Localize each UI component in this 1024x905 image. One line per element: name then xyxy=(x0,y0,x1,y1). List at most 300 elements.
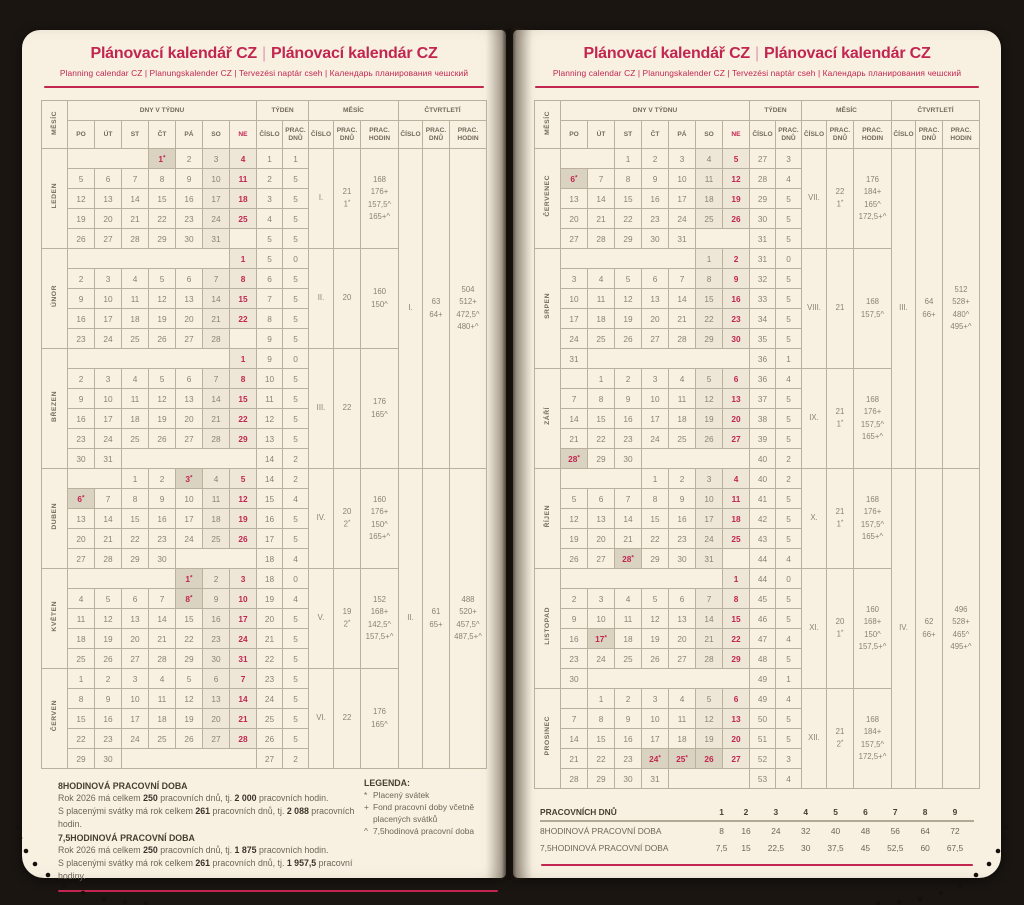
working-time-text: pracovních dnů, tj. xyxy=(210,858,287,868)
day-cell: 29 xyxy=(696,329,723,349)
month-name-label: ČERVENEC xyxy=(544,175,551,217)
week-workdays-cell: 4 xyxy=(776,629,802,649)
month-workhours-cell xyxy=(361,349,399,469)
week-workdays-cell: 5 xyxy=(283,189,309,209)
day-cell: 13 xyxy=(561,189,588,209)
month-workhours-value: 165+^ xyxy=(368,531,391,541)
week-number-cell: 38 xyxy=(750,409,776,429)
day-cell: 24 xyxy=(642,429,669,449)
day-cell: 18 xyxy=(723,509,750,529)
day-cell: 12 xyxy=(149,389,176,409)
day-cell: 12 xyxy=(696,709,723,729)
day-cell: 13 xyxy=(723,389,750,409)
day-cell: 22 xyxy=(230,309,257,329)
day-cell: 23 xyxy=(68,329,95,349)
paid-holiday-asterisk: * xyxy=(190,594,193,601)
month-number-cell: VI. xyxy=(309,669,334,769)
working-hours-value: 15 xyxy=(741,842,751,853)
week-workdays-cell: 5 xyxy=(776,709,802,729)
month-workhours-value: 168 xyxy=(865,297,879,307)
calendar-subhead-row xyxy=(535,121,980,149)
empty-days-cell xyxy=(122,449,257,469)
week-number-cell: 35 xyxy=(750,329,776,349)
weekday-header: PO xyxy=(561,121,588,149)
day-cell: 18 xyxy=(149,709,176,729)
day-cell: 31 xyxy=(696,549,723,569)
month-workhours-value: 142,5^ xyxy=(367,619,392,629)
week-number-cell: 49 xyxy=(750,669,776,689)
day-cell: 20 xyxy=(588,529,615,549)
day-cell: 27 xyxy=(669,649,696,669)
quarter-number-cell: IV. xyxy=(892,469,916,789)
paid-holiday-asterisk: * xyxy=(840,629,844,637)
legend-text: Fond pracovní doby včetně placených svátků xyxy=(373,802,475,824)
day-cell: 23 xyxy=(203,629,230,649)
day-cell: 26 xyxy=(696,429,723,449)
working-days-count-header: 3 xyxy=(757,803,795,821)
day-cell: 10 xyxy=(176,489,203,509)
day-cell: 20 xyxy=(723,729,750,749)
month-workdays-value: 1 xyxy=(836,629,841,639)
working-hours-row-label: 7,5HODINOVÁ PRACOVNÍ DOBA xyxy=(540,842,669,853)
month-workhours-cell xyxy=(361,249,399,349)
week-number-cell: 9 xyxy=(257,349,283,369)
day-cell: 31 xyxy=(669,229,696,249)
day-cell: 8 xyxy=(588,709,615,729)
week-number-cell: 44 xyxy=(750,569,776,589)
day-cell: 22 xyxy=(588,429,615,449)
empty-days-cell xyxy=(561,689,588,709)
week-number-header: ČÍSLO xyxy=(750,121,776,149)
month-workhours-value: 150^ xyxy=(371,519,388,529)
paid-holiday-asterisk: * xyxy=(685,754,688,761)
day-cell: 13 xyxy=(95,189,122,209)
week-workdays-cell: 5 xyxy=(776,209,802,229)
day-cell: 15 xyxy=(588,409,615,429)
day-cell: 4 xyxy=(122,269,149,289)
month-workdays-cell xyxy=(334,669,361,769)
month-workhours-value: 176+ xyxy=(863,507,882,517)
day-cell: 6 xyxy=(176,369,203,389)
week-workdays-cell: 5 xyxy=(283,389,309,409)
day-cell: 23 xyxy=(149,529,176,549)
working-hours-row xyxy=(540,839,974,856)
day-cell: 14 xyxy=(561,409,588,429)
day-cell: 9 xyxy=(149,489,176,509)
day-cell: 25 xyxy=(230,209,257,229)
day-cell: 25 xyxy=(122,429,149,449)
day-cell: 17 xyxy=(203,189,230,209)
title-separator: | xyxy=(262,45,266,62)
week-workdays-cell: 2 xyxy=(283,449,309,469)
week-workdays-cell: 3 xyxy=(776,149,802,169)
week-number-cell: 8 xyxy=(257,309,283,329)
day-cell: 18 xyxy=(588,309,615,329)
working-hours-value: 16 xyxy=(741,825,751,836)
week-workdays-cell: 5 xyxy=(776,609,802,629)
day-cell: 22 xyxy=(68,729,95,749)
day-cell: 21 xyxy=(95,529,122,549)
week-workdays-cell: 4 xyxy=(283,489,309,509)
title-cz: Plánovací kalendář CZ xyxy=(583,45,751,62)
legend-text: 7,5hodinová pracovní doba xyxy=(373,826,475,837)
empty-days-cell xyxy=(588,669,750,689)
day-cell: 24 xyxy=(561,329,588,349)
month-workdays-cell xyxy=(827,249,854,369)
day-cell: 14 xyxy=(95,509,122,529)
day-cell: 21 xyxy=(149,629,176,649)
month-workhours-cell xyxy=(361,149,399,249)
working-time-line xyxy=(58,805,360,831)
week-number-cell: 24 xyxy=(257,689,283,709)
working-days-header-row xyxy=(540,803,974,821)
day-cell: 10 xyxy=(95,289,122,309)
quarter-workhours-value: 504 xyxy=(461,284,475,294)
day-cell: 11 xyxy=(669,389,696,409)
day-cell: 16 xyxy=(642,189,669,209)
working-hours-value: 45 xyxy=(860,842,871,853)
month-workhours-value: 150^ xyxy=(864,629,881,639)
working-time-line xyxy=(58,857,360,883)
day-cell: 21 xyxy=(588,209,615,229)
week-number-cell: 40 xyxy=(750,449,776,469)
month-name-label: PROSINEC xyxy=(544,716,551,756)
working-hours-value: 32 xyxy=(801,825,811,836)
week-number-cell: 41 xyxy=(750,489,776,509)
left-page xyxy=(22,30,506,881)
working-time-text: 250 xyxy=(143,845,158,856)
week-number-cell: 22 xyxy=(257,649,283,669)
day-cell: 9 xyxy=(68,389,95,409)
quarter-workdays-value: 61 xyxy=(431,607,441,617)
day-cell: 3 xyxy=(642,369,669,389)
day-cell: 8 xyxy=(149,169,176,189)
day-cell: 19 xyxy=(696,729,723,749)
quarter-workdays-cell xyxy=(423,149,450,469)
day-cell: 21 xyxy=(203,409,230,429)
week-number-cell: 14 xyxy=(257,469,283,489)
weekday-header: ČT xyxy=(642,121,669,149)
day-cell: 17 xyxy=(95,309,122,329)
day-cell: 16 xyxy=(176,189,203,209)
month-workhours-value: 157,5^ xyxy=(860,419,885,429)
month-number-cell: II. xyxy=(309,249,334,349)
working-time-summary xyxy=(58,778,360,883)
day-cell: 23 xyxy=(615,429,642,449)
day-cell: 16 xyxy=(561,629,588,649)
month-workdays-value: 2 xyxy=(343,519,348,529)
week-workdays-cell: 5 xyxy=(776,409,802,429)
week-number-cell: 18 xyxy=(257,569,283,589)
week-number-cell: 37 xyxy=(750,389,776,409)
quarter-workhours-cell xyxy=(450,149,487,469)
working-time-line xyxy=(58,792,360,805)
day-cell: 6 xyxy=(588,489,615,509)
day-cell: 16 xyxy=(95,709,122,729)
week-number-cell: 4 xyxy=(257,209,283,229)
empty-days-cell xyxy=(68,569,176,589)
month-name-label: LISTOPAD xyxy=(544,607,551,645)
day-cell: 28 xyxy=(203,329,230,349)
working-time-heading: 8HODINOVÁ PRACOVNÍ DOBA xyxy=(58,781,188,791)
working-time-text: 250 xyxy=(143,793,158,803)
day-cell: 4 xyxy=(68,589,95,609)
day-cell: 22 xyxy=(588,749,615,769)
month-column-header-label: MĚSÍC xyxy=(543,111,551,136)
month-name xyxy=(42,149,68,249)
day-cell: 16 xyxy=(68,309,95,329)
day-cell: 5 xyxy=(696,369,723,389)
day-cell: 2 xyxy=(176,149,203,169)
header-rule xyxy=(44,86,484,88)
day-cell: 23 xyxy=(642,209,669,229)
day-cell: 3 xyxy=(696,469,723,489)
day-cell: 7 xyxy=(203,269,230,289)
month-workhours-value: 165+^ xyxy=(861,531,884,541)
week-workdays-cell: 5 xyxy=(283,669,309,689)
day-cell: 9 xyxy=(723,269,750,289)
month-workdays-value: 19 xyxy=(342,606,352,616)
empty-days-cell xyxy=(723,549,750,569)
month-number-cell: X. xyxy=(802,469,827,569)
day-cell: 23 xyxy=(561,649,588,669)
day-cell: 29 xyxy=(122,549,149,569)
working-days-header-label: PRACOVNÍCH DNŮ xyxy=(540,803,708,821)
holiday-day-cell: 25* xyxy=(669,749,696,769)
paid-holiday-asterisk: * xyxy=(347,519,351,527)
day-cell: 4 xyxy=(669,369,696,389)
quarter-workhours-value: 487,5+^ xyxy=(454,631,482,641)
day-cell: 13 xyxy=(588,509,615,529)
working-hours-value: 37,5 xyxy=(827,842,844,853)
week-number-cell: 15 xyxy=(257,489,283,509)
working-hours-value: 8 xyxy=(719,825,724,836)
day-cell: 9 xyxy=(68,289,95,309)
day-cell: 25 xyxy=(68,649,95,669)
month-name xyxy=(535,569,561,689)
working-hours-value: 56 xyxy=(890,825,900,836)
day-cell: 30 xyxy=(95,749,122,769)
working-days-count-header: 8 xyxy=(914,803,936,821)
day-cell: 7 xyxy=(230,669,257,689)
day-cell: 21 xyxy=(230,709,257,729)
day-cell: 8 xyxy=(230,269,257,289)
day-cell: 30 xyxy=(723,329,750,349)
week-row xyxy=(535,149,980,169)
month-workhours-value: 184+ xyxy=(863,187,882,197)
day-cell: 20 xyxy=(176,309,203,329)
day-cell: 8 xyxy=(615,169,642,189)
month-workhours-value: 168+ xyxy=(863,617,882,627)
month-workdays-value: 20 xyxy=(342,506,352,516)
day-cell: 9 xyxy=(642,169,669,189)
working-time-text: pracovních dnů, tj. xyxy=(157,845,235,856)
month-workhours-cell xyxy=(361,669,399,769)
page-title xyxy=(22,45,506,63)
month-workhours-value: 157,5^ xyxy=(367,199,392,209)
day-cell: 28 xyxy=(149,649,176,669)
quarter-workdays-cell xyxy=(423,469,450,769)
week-workdays-cell: 1 xyxy=(776,669,802,689)
month-workhours-value: 157,5^ xyxy=(860,519,885,529)
day-cell: 9 xyxy=(561,609,588,629)
week-number-cell: 23 xyxy=(257,669,283,689)
day-cell: 14 xyxy=(696,609,723,629)
week-workdays-cell: 4 xyxy=(776,769,802,789)
week-number-cell: 36 xyxy=(750,349,776,369)
month-column-header xyxy=(535,101,561,149)
month-workhours-value: 150^ xyxy=(371,299,388,309)
month-workdays-value: 21 xyxy=(835,303,845,313)
week-number-cell: 46 xyxy=(750,609,776,629)
month-workhours-cell xyxy=(854,149,892,249)
day-cell: 17 xyxy=(95,409,122,429)
day-cell: 27 xyxy=(203,729,230,749)
day-cell: 29 xyxy=(588,449,615,469)
working-hours-value: 60 xyxy=(920,842,930,853)
working-hours-value: 64 xyxy=(920,825,930,836)
day-cell: 13 xyxy=(176,389,203,409)
week-workdays-cell: 4 xyxy=(776,689,802,709)
day-cell: 24 xyxy=(669,209,696,229)
week-workdays-cell: 5 xyxy=(283,689,309,709)
day-cell: 12 xyxy=(723,169,750,189)
day-cell: 26 xyxy=(149,429,176,449)
week-number-cell: 25 xyxy=(257,709,283,729)
week-number-cell: 51 xyxy=(750,729,776,749)
quarter-workhours-value: 520+ xyxy=(459,607,477,617)
day-cell: 22 xyxy=(642,529,669,549)
day-cell: 11 xyxy=(696,169,723,189)
day-cell: 26 xyxy=(561,549,588,569)
working-time-text: pracovních hodin. xyxy=(256,793,329,803)
day-cell: 11 xyxy=(149,689,176,709)
day-cell: 9 xyxy=(615,389,642,409)
week-workdays-cell: 0 xyxy=(776,249,802,269)
day-cell: 8 xyxy=(642,489,669,509)
weekday-header: ST xyxy=(122,121,149,149)
quarter-workhours-cell xyxy=(943,469,980,789)
day-cell: 13 xyxy=(122,609,149,629)
month-name-label: SRPEN xyxy=(544,293,551,319)
day-cell: 19 xyxy=(642,629,669,649)
quarter-workhours-header: PRAC. HODIN xyxy=(450,121,487,149)
day-cell: 28 xyxy=(122,229,149,249)
holiday-day-cell: 8* xyxy=(176,589,203,609)
month-workdays-cell xyxy=(334,349,361,469)
calendar-head-row xyxy=(535,101,980,121)
holiday-day-cell: 6* xyxy=(68,489,95,509)
month-workhours-value: 157,5+^ xyxy=(365,631,394,641)
month-workdays-value: 1 xyxy=(836,519,841,529)
calendar-head-row xyxy=(42,101,487,121)
quarter-workhours-value: 480^ xyxy=(952,309,970,319)
month-workhours-value: 176+ xyxy=(370,507,389,517)
month-workhours-cell xyxy=(854,249,892,369)
month-workdays-value: 21 xyxy=(835,726,845,736)
day-cell: 17 xyxy=(696,509,723,529)
day-cell: 25 xyxy=(615,649,642,669)
day-cell: 17 xyxy=(230,609,257,629)
legend-item xyxy=(364,802,496,825)
working-time-text: pracovních dnů, tj. xyxy=(157,793,235,803)
day-cell: 27 xyxy=(723,429,750,449)
week-number-cell: 3 xyxy=(257,189,283,209)
weekday-header: SO xyxy=(203,121,230,149)
legend-item xyxy=(364,826,496,837)
week-workdays-cell: 5 xyxy=(283,269,309,289)
day-cell: 11 xyxy=(230,169,257,189)
day-cell: 5 xyxy=(149,369,176,389)
week-workdays-cell: 5 xyxy=(283,629,309,649)
day-cell: 4 xyxy=(669,689,696,709)
month-workdays-value: 22 xyxy=(342,403,352,413)
day-cell: 20 xyxy=(68,529,95,549)
week-workdays-cell: 4 xyxy=(283,549,309,569)
week-workdays-cell: 4 xyxy=(776,169,802,189)
day-cell: 3 xyxy=(95,269,122,289)
week-workdays-cell: 0 xyxy=(776,569,802,589)
week-number-cell: 5 xyxy=(257,249,283,269)
quarter-workdays-value: 64+ xyxy=(429,309,443,319)
month-group-header: MĚSÍC xyxy=(802,101,892,121)
month-workhours-cell xyxy=(854,369,892,469)
month-workdays-header: PRAC. DNŮ xyxy=(827,121,854,149)
week-workdays-cell: 5 xyxy=(776,289,802,309)
day-cell: 10 xyxy=(561,289,588,309)
day-cell: 19 xyxy=(149,309,176,329)
week-workdays-header: PRAC. DNŮ xyxy=(283,121,309,149)
day-cell: 16 xyxy=(149,509,176,529)
month-workdays-value: 21 xyxy=(342,186,352,196)
quarter-workhours-value: 472,5^ xyxy=(456,309,480,319)
day-cell: 1 xyxy=(122,469,149,489)
day-cell: 26 xyxy=(615,329,642,349)
day-cell: 5 xyxy=(561,489,588,509)
holiday-day-cell: 28* xyxy=(561,449,588,469)
quarter-workhours-value: 495+^ xyxy=(950,321,972,331)
days-group-header: DNY V TÝDNU xyxy=(561,101,750,121)
week-workdays-cell: 5 xyxy=(283,369,309,389)
day-cell: 30 xyxy=(669,549,696,569)
day-cell: 23 xyxy=(669,529,696,549)
working-days-count-header: 2 xyxy=(735,803,757,821)
day-cell: 4 xyxy=(588,269,615,289)
days-group-header: DNY V TÝDNU xyxy=(68,101,257,121)
day-cell: 7 xyxy=(149,589,176,609)
week-workdays-cell: 5 xyxy=(283,309,309,329)
week-number-cell: 17 xyxy=(257,529,283,549)
day-cell: 17 xyxy=(561,309,588,329)
day-cell: 9 xyxy=(203,589,230,609)
day-cell: 1 xyxy=(230,249,257,269)
working-hours-row xyxy=(540,821,974,839)
day-cell: 19 xyxy=(230,509,257,529)
quarter-number-cell: III. xyxy=(892,149,916,469)
month-workhours-value: 160 xyxy=(372,494,386,504)
day-cell: 18 xyxy=(122,409,149,429)
month-workhours-value: 157,5+^ xyxy=(858,641,887,651)
day-cell: 8 xyxy=(122,489,149,509)
day-cell: 8 xyxy=(723,589,750,609)
day-cell: 13 xyxy=(723,709,750,729)
weekday-header: ST xyxy=(615,121,642,149)
month-name xyxy=(535,369,561,469)
weekday-header: ÚT xyxy=(588,121,615,149)
day-cell: 5 xyxy=(723,149,750,169)
day-cell: 14 xyxy=(122,189,149,209)
week-number-cell: 1 xyxy=(257,149,283,169)
